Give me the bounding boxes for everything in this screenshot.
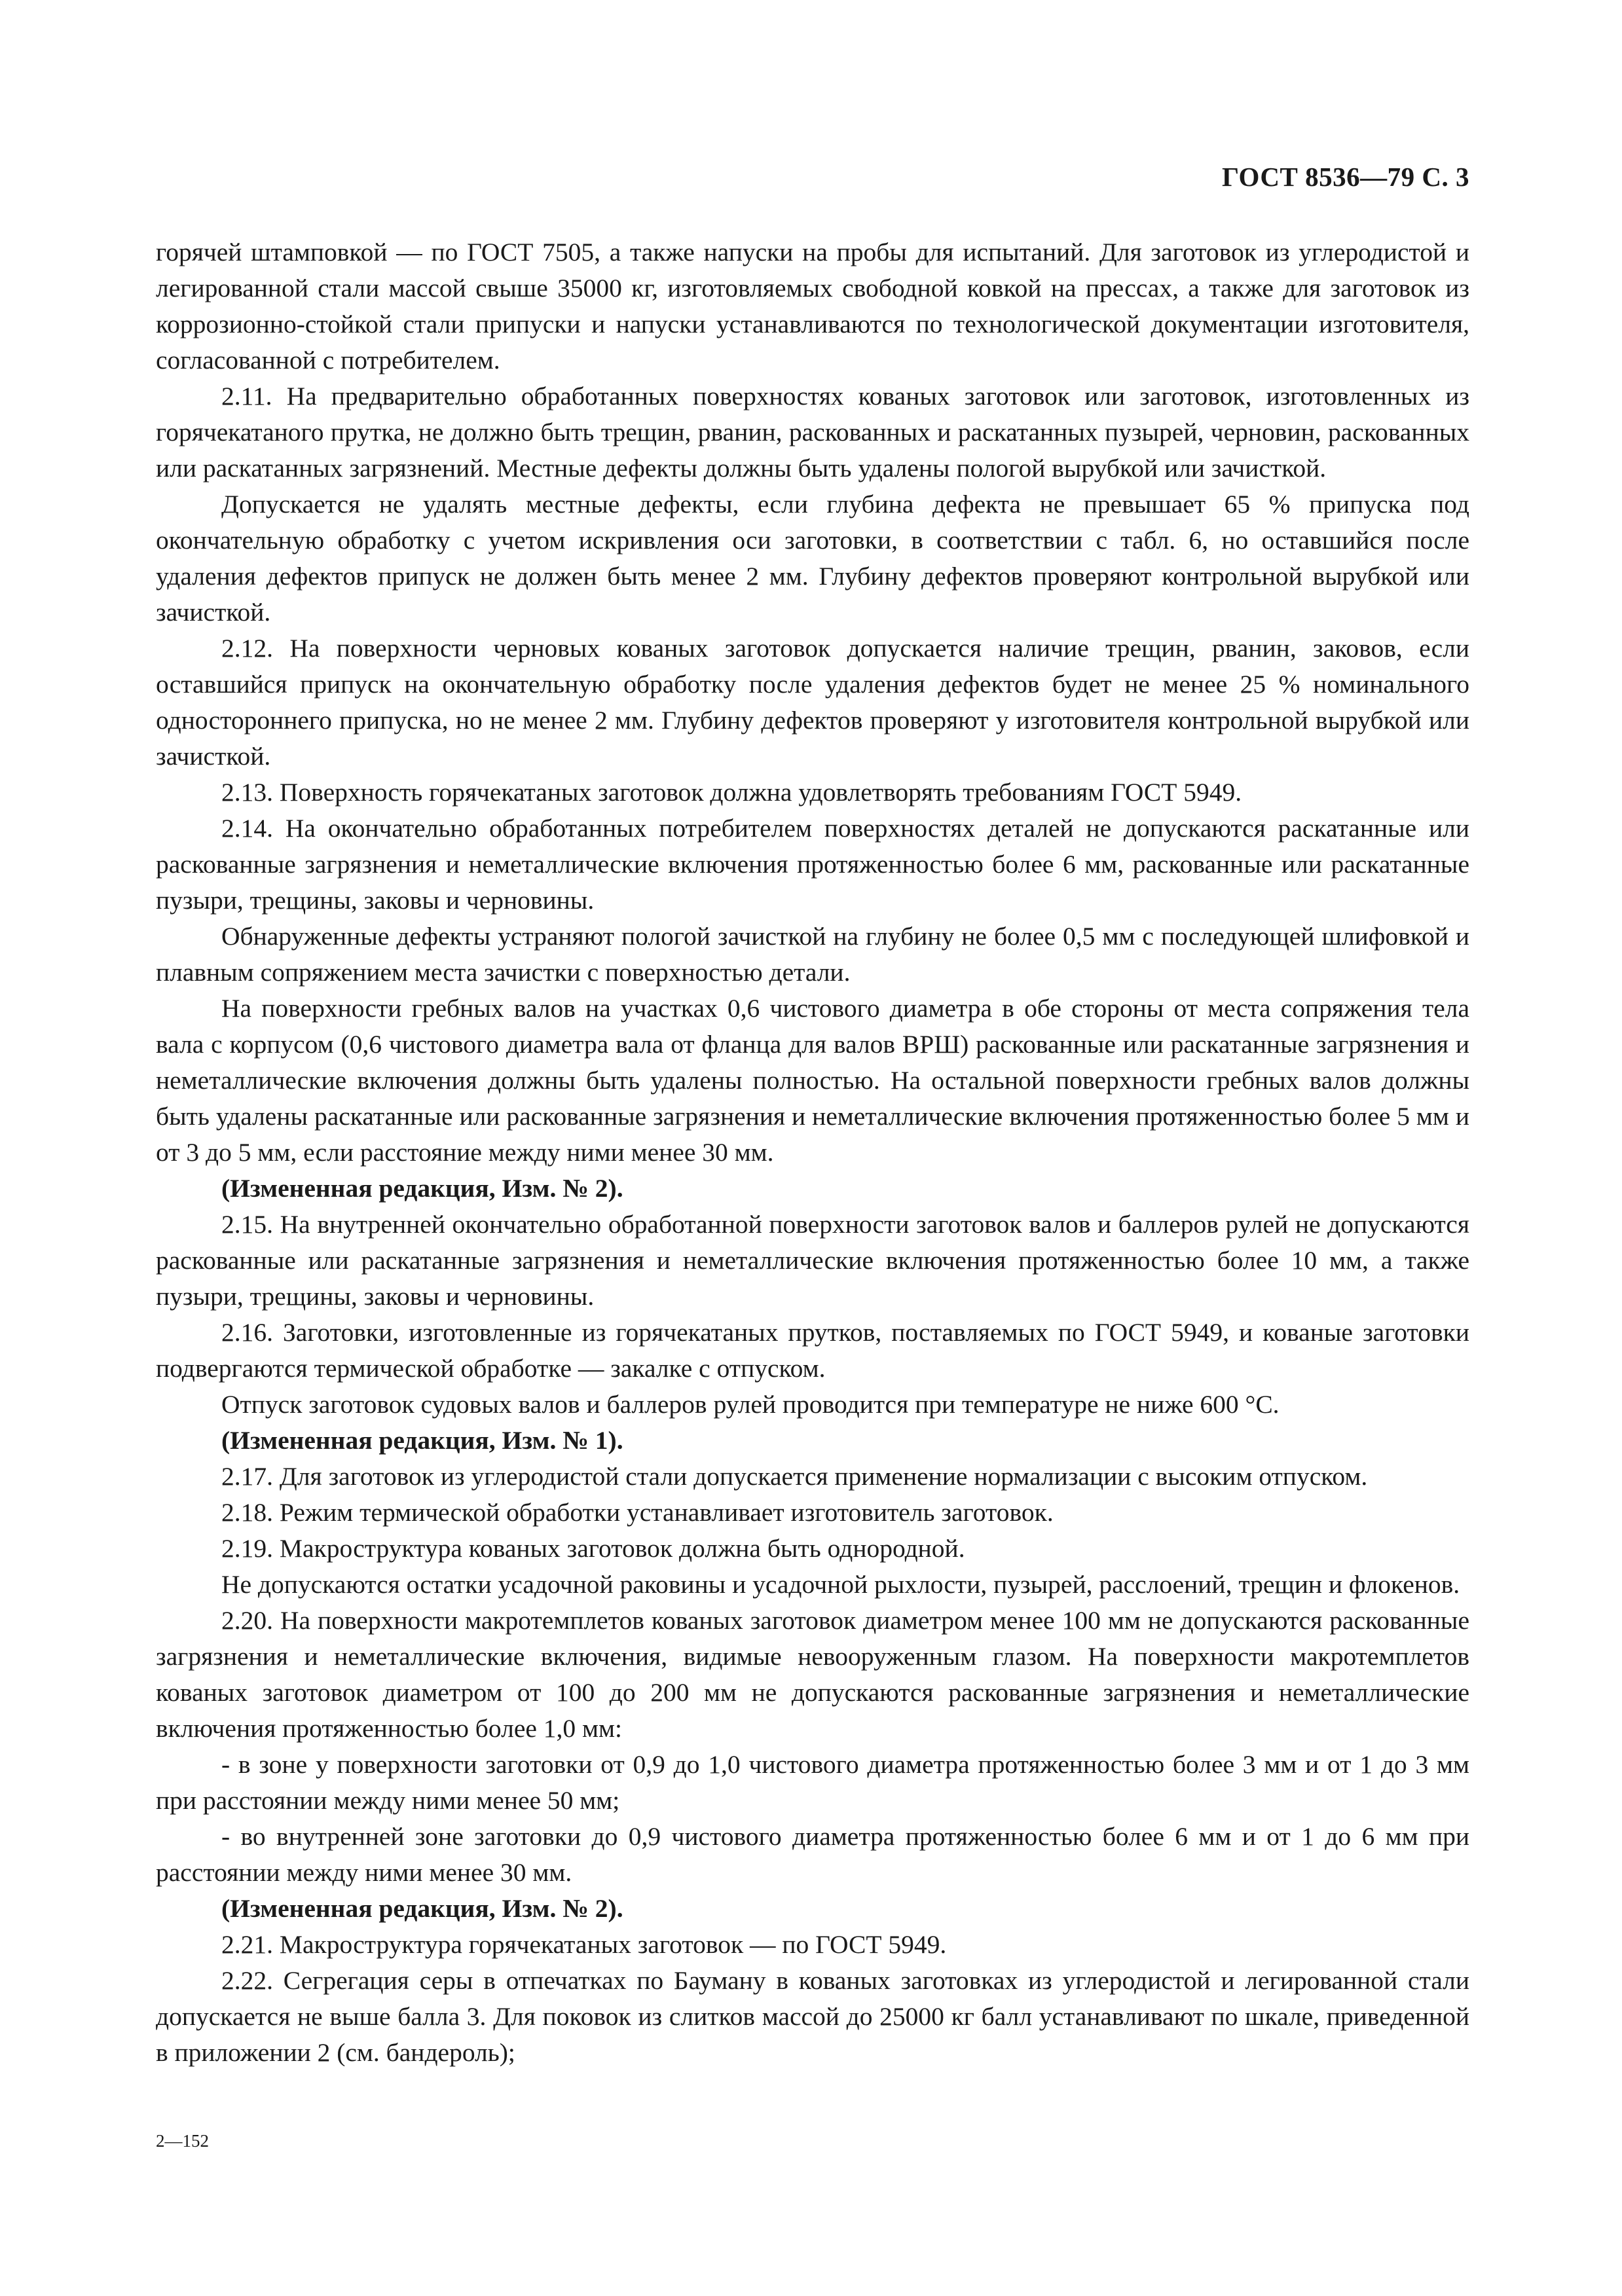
paragraph: 2.21. Макроструктура горячекатаных заготовок — по ГОСТ 5949. xyxy=(221,1930,947,1959)
paragraph: Обнаруженные дефекты устраняют пологой зачисткой на глубину не более 0,5 мм с последующей шлифовкой и плавным сопряжением места зачистки с поверхностью детали. xyxy=(156,922,1469,987)
page-footer-code: 2—152 xyxy=(156,2131,209,2151)
paragraph: 2.13. Поверхность горячекатаных заготовок должна удовлетворять требованиям ГОСТ 5949. xyxy=(221,778,1242,807)
amendment-note: (Измененная редакция, Изм. № 1). xyxy=(221,1426,623,1455)
paragraph: 2.16. Заготовки, изготовленные из горячекатаных прутков, поставляемых по ГОСТ 5949, и кованые заготовки подвергаются термической обработке — закалке с отпуском. xyxy=(156,1318,1469,1383)
paragraph: 2.11. На предварительно обработанных поверхностях кованых заготовок или заготовок, изготовленных из горячекатаного прутка, не должно быть трещин, рванин, раскованных и раскатанных пузырей, черновин, раскованных или раскатанных загрязнений. Местные дефекты должны быть удалены пологой вырубкой или зачисткой. xyxy=(156,382,1469,483)
paragraph: Не допускаются остатки усадочной раковины и усадочной рыхлости, пузырей, расслоений, трещин и флокенов. xyxy=(221,1570,1460,1599)
paragraph: горячей штамповкой — по ГОСТ 7505, а также напуски на пробы для испытаний. Для заготовок из углеродистой и легированной стали массой свыше 35000 кг, изготовляемых свободной ковкой на прессах, а также для заготовок из коррозионно-стойкой стали припуски и напуски устанавливаются по технологической документации изготовителя, согласованной с потребителем. xyxy=(156,238,1469,374)
amendment-note: (Измененная редакция, Изм. № 2). xyxy=(221,1894,623,1923)
paragraph: 2.19. Макроструктура кованых заготовок должна быть однородной. xyxy=(221,1534,965,1563)
paragraph: Отпуск заготовок судовых валов и баллеров рулей проводится при температуре не ниже 600 °С. xyxy=(221,1390,1280,1419)
list-item: - во внутренней зоне заготовки до 0,9 чистового диаметра протяженностью более 6 мм и от 1 до 6 мм при расстоянии между ними менее 30 мм. xyxy=(156,1822,1469,1887)
paragraph: 2.22. Сегрегация серы в отпечатках по Бауману в кованых заготовках из углеродистой и легированной стали допускается не выше балла 3. Для поковок из слитков массой до 25000 кг балл устанавливают по шкале, приведенной в приложении 2 (см. бандероль); xyxy=(156,1966,1469,2067)
paragraph: Допускается не удалять местные дефекты, если глубина дефекта не превышает 65 % припуска под окончательную обработку с учетом искривления оси заготовки, в соответствии с табл. 6, но оставшийся после удаления дефектов припуск не должен быть менее 2 мм. Глубину дефектов проверяют контрольной вырубкой или зачисткой. xyxy=(156,490,1469,627)
paragraph: 2.12. На поверхности черновых кованых заготовок допускается наличие трещин, рванин, заковов, если оставшийся припуск на окончательную обработку после удаления дефектов будет не менее 25 % номинального одностороннего припуска, но не менее 2 мм. Глубину дефектов проверяют у изготовителя контрольной вырубкой или зачисткой. xyxy=(156,634,1469,771)
paragraph: 2.20. На поверхности макротемплетов кованых заготовок диаметром менее 100 мм не допускаются раскованные загрязнения и неметаллические включения, видимые невооруженным глазом. На поверхности макротемплетов кованых заготовок диаметром от 100 до 200 мм не допускаются раскованные загрязнения и неметаллические включения протяженностью более 1,0 мм: xyxy=(156,1606,1469,1743)
page-header: ГОСТ 8536—79 С. 3 xyxy=(1221,162,1469,192)
paragraph: 2.17. Для заготовок из углеродистой стали допускается применение нормализации с высоким отпуском. xyxy=(221,1462,1368,1491)
document-body xyxy=(156,234,1469,2071)
paragraph: 2.14. На окончательно обработанных потребителем поверхностях деталей не допускаются раскатанные или раскованные загрязнения и неметаллические включения протяженностью более 6 мм, раскованные или раскатанные пузыри, трещины, заковы и черновины. xyxy=(156,814,1469,915)
amendment-note: (Измененная редакция, Изм. № 2). xyxy=(221,1174,623,1203)
paragraph: 2.15. На внутренней окончательно обработанной поверхности заготовок валов и баллеров рулей не допускаются раскованные или раскатанные загрязнения и неметаллические включения протяженностью более 10 мм, а также пузыри, трещины, заковы и черновины. xyxy=(156,1210,1469,1311)
list-item: - в зоне у поверхности заготовки от 0,9 до 1,0 чистового диаметра протяженностью более 3 мм и от 1 до 3 мм при расстоянии между ними менее 50 мм; xyxy=(156,1750,1469,1815)
paragraph: 2.18. Режим термической обработки устанавливает изготовитель заготовок. xyxy=(221,1498,1054,1527)
paragraph: На поверхности гребных валов на участках 0,6 чистового диаметра в обе стороны от места сопряжения тела вала с корпусом (0,6 чистового диаметра вала от фланца для валов ВРШ) раскованные или раскатанные загрязнения и неметаллические включения должны быть удалены полностью. На остальной поверхности гребных валов должны быть удалены раскатанные или раскованные загрязнения и неметаллические включения протяженностью более 5 мм и от 3 до 5 мм, если расстояние между ними менее 30 мм. xyxy=(156,994,1469,1167)
